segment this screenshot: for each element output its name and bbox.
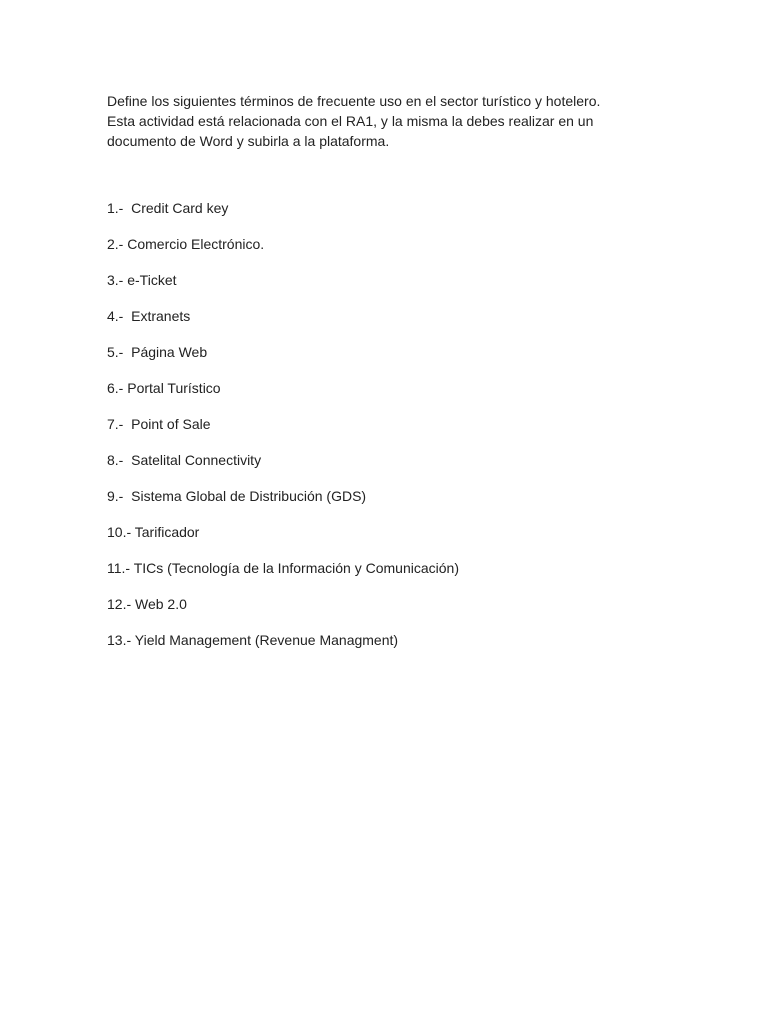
term-item: 7.- Point of Sale xyxy=(107,416,211,432)
term-item: 10.- Tarificador xyxy=(107,524,200,540)
instructions-paragraph xyxy=(107,91,667,151)
term-item: 11.- TICs (Tecnología de la Información y Comunicación) xyxy=(107,560,459,576)
term-item: 1.- Credit Card key xyxy=(107,200,229,216)
term-item: 8.- Satelital Connectivity xyxy=(107,452,262,468)
term-item: 13.- Yield Management (Revenue Managment) xyxy=(107,632,399,648)
term-item: 4.- Extranets xyxy=(107,308,191,324)
term-item: 5.- Página Web xyxy=(107,344,208,360)
instructions-line: Esta actividad está relacionada con el RA1, y la misma la debes realizar en un xyxy=(107,113,594,129)
instructions-line: Define los siguientes términos de frecuente uso en el sector turístico y hotelero. xyxy=(107,93,601,109)
term-item: 6.- Portal Turístico xyxy=(107,380,221,396)
instructions-line: documento de Word y subirla a la plataforma. xyxy=(107,133,390,149)
terms-list xyxy=(107,198,459,666)
term-item: 9.- Sistema Global de Distribución (GDS) xyxy=(107,488,367,504)
term-item: 12.- Web 2.0 xyxy=(107,596,187,612)
term-item: 2.- Comercio Electrónico. xyxy=(107,236,265,252)
term-item: 3.- e-Ticket xyxy=(107,272,177,288)
